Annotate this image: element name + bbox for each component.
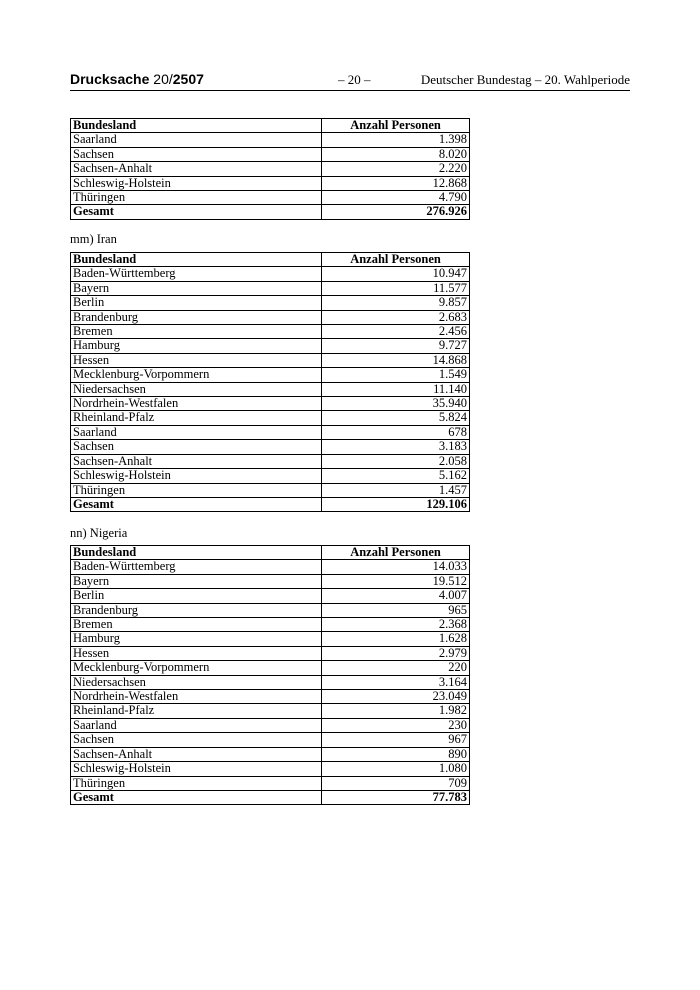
page-header <box>70 68 630 91</box>
cell-land: Berlin <box>71 296 322 310</box>
cell-count: 1.457 <box>322 483 470 497</box>
cell-land: Sachsen-Anhalt <box>71 454 322 468</box>
column-header-bundesland: Bundesland <box>71 253 322 267</box>
cell-land: Thüringen <box>71 483 322 497</box>
table-row <box>71 191 470 205</box>
table-row <box>71 339 470 353</box>
cell-land: Hamburg <box>71 339 322 353</box>
table-row <box>71 603 470 617</box>
cell-count: 5.824 <box>322 411 470 425</box>
table-row <box>71 267 470 281</box>
table-total-row <box>71 790 470 804</box>
cell-count: 220 <box>322 661 470 675</box>
cell-land: Sachsen-Anhalt <box>71 747 322 761</box>
table-row <box>71 574 470 588</box>
table-row <box>71 776 470 790</box>
cell-count: 14.033 <box>322 560 470 574</box>
cell-count: 1.398 <box>322 133 470 147</box>
cell-land: Schleswig-Holstein <box>71 469 322 483</box>
cell-land: Brandenburg <box>71 603 322 617</box>
cell-count: 890 <box>322 747 470 761</box>
cell-land: Nordrhein-Westfalen <box>71 690 322 704</box>
document-number <box>70 71 204 87</box>
table-row <box>71 147 470 161</box>
page-number: – 20 – <box>338 72 371 87</box>
cell-count: 12.868 <box>322 176 470 190</box>
table-row <box>71 704 470 718</box>
total-label: Gesamt <box>71 205 322 219</box>
table-row <box>71 762 470 776</box>
table-row <box>71 411 470 425</box>
cell-land: Nordrhein-Westfalen <box>71 397 322 411</box>
cell-land: Sachsen <box>71 440 322 454</box>
column-header-anzahl: Anzahl Personen <box>322 253 470 267</box>
table-row <box>71 162 470 176</box>
cell-count: 709 <box>322 776 470 790</box>
table-row <box>71 325 470 339</box>
cell-land: Rheinland-Pfalz <box>71 411 322 425</box>
cell-count: 1.080 <box>322 762 470 776</box>
document-number-part1: 20/ <box>153 71 173 87</box>
total-value: 276.926 <box>322 205 470 219</box>
cell-count: 8.020 <box>322 147 470 161</box>
cell-land: Schleswig-Holstein <box>71 762 322 776</box>
table-row <box>71 296 470 310</box>
cell-land: Berlin <box>71 589 322 603</box>
cell-land: Sachsen <box>71 733 322 747</box>
cell-count: 11.140 <box>322 382 470 396</box>
cell-land: Thüringen <box>71 776 322 790</box>
cell-land: Hamburg <box>71 632 322 646</box>
cell-land: Rheinland-Pfalz <box>71 704 322 718</box>
table-row <box>71 440 470 454</box>
table-header-row <box>71 546 470 560</box>
table-row <box>71 733 470 747</box>
cell-count: 9.857 <box>322 296 470 310</box>
table-row <box>71 690 470 704</box>
cell-count: 14.868 <box>322 353 470 367</box>
cell-count: 2.456 <box>322 325 470 339</box>
cell-land: Bremen <box>71 325 322 339</box>
table-row <box>71 469 470 483</box>
cell-count: 5.162 <box>322 469 470 483</box>
table-row <box>71 281 470 295</box>
cell-count: 4.007 <box>322 589 470 603</box>
cell-land: Hessen <box>71 646 322 660</box>
table-row <box>71 646 470 660</box>
cell-count: 2.220 <box>322 162 470 176</box>
cell-count: 9.727 <box>322 339 470 353</box>
table-row <box>71 454 470 468</box>
cell-land: Bayern <box>71 281 322 295</box>
cell-land: Mecklenburg-Vorpommern <box>71 661 322 675</box>
table-row <box>71 368 470 382</box>
total-label: Gesamt <box>71 497 322 511</box>
total-value: 77.783 <box>322 790 470 804</box>
table-row <box>71 353 470 367</box>
table-row <box>71 483 470 497</box>
section-label-nigeria: nn) Nigeria <box>70 526 128 540</box>
cell-land: Bayern <box>71 574 322 588</box>
cell-count: 2.979 <box>322 646 470 660</box>
table-row <box>71 397 470 411</box>
cell-count: 23.049 <box>322 690 470 704</box>
document-number-prefix: Drucksache <box>70 71 154 87</box>
table-row <box>71 425 470 439</box>
column-header-bundesland: Bundesland <box>71 546 322 560</box>
cell-count: 3.164 <box>322 675 470 689</box>
table-row <box>71 310 470 324</box>
cell-count: 678 <box>322 425 470 439</box>
cell-land: Saarland <box>71 133 322 147</box>
total-label: Gesamt <box>71 790 322 804</box>
table-row <box>71 661 470 675</box>
cell-land: Brandenburg <box>71 310 322 324</box>
cell-count: 1.628 <box>322 632 470 646</box>
table-row <box>71 618 470 632</box>
cell-count: 35.940 <box>322 397 470 411</box>
cell-count: 2.368 <box>322 618 470 632</box>
cell-land: Sachsen-Anhalt <box>71 162 322 176</box>
cell-count: 1.982 <box>322 704 470 718</box>
cell-land: Hessen <box>71 353 322 367</box>
cell-count: 965 <box>322 603 470 617</box>
table-row <box>71 382 470 396</box>
section-label-iran: mm) Iran <box>70 232 117 246</box>
table-header-row <box>71 119 470 133</box>
table-total-row <box>71 497 470 511</box>
table-row <box>71 718 470 732</box>
cell-count: 1.549 <box>322 368 470 382</box>
cell-count: 2.058 <box>322 454 470 468</box>
column-header-bundesland: Bundesland <box>71 119 322 133</box>
cell-land: Baden-Württemberg <box>71 560 322 574</box>
cell-land: Baden-Württemberg <box>71 267 322 281</box>
cell-count: 3.183 <box>322 440 470 454</box>
cell-count: 2.683 <box>322 310 470 324</box>
header-publisher: Deutscher Bundestag – 20. Wahlperiode <box>420 72 630 87</box>
table-row <box>71 133 470 147</box>
cell-land: Sachsen <box>71 147 322 161</box>
document-number-part2: 2507 <box>172 71 204 87</box>
total-value: 129.106 <box>322 497 470 511</box>
cell-land: Bremen <box>71 618 322 632</box>
cell-land: Niedersachsen <box>71 382 322 396</box>
cell-count: 4.790 <box>322 191 470 205</box>
table-row <box>71 176 470 190</box>
cell-land: Saarland <box>71 718 322 732</box>
cell-land: Niedersachsen <box>71 675 322 689</box>
cell-count: 230 <box>322 718 470 732</box>
cell-land: Schleswig-Holstein <box>71 176 322 190</box>
table-row <box>71 675 470 689</box>
column-header-anzahl: Anzahl Personen <box>322 119 470 133</box>
table-row <box>71 632 470 646</box>
cell-land: Saarland <box>71 425 322 439</box>
table-row <box>71 747 470 761</box>
table-continued <box>70 118 470 220</box>
table-header-row <box>71 253 470 267</box>
table-iran <box>70 252 470 512</box>
table-row <box>71 560 470 574</box>
cell-count: 19.512 <box>322 574 470 588</box>
cell-count: 967 <box>322 733 470 747</box>
cell-count: 10.947 <box>322 267 470 281</box>
cell-land: Mecklenburg-Vorpommern <box>71 368 322 382</box>
table-nigeria <box>70 545 470 805</box>
cell-land: Thüringen <box>71 191 322 205</box>
cell-count: 11.577 <box>322 281 470 295</box>
table-total-row <box>71 205 470 219</box>
column-header-anzahl: Anzahl Personen <box>322 546 470 560</box>
table-row <box>71 589 470 603</box>
